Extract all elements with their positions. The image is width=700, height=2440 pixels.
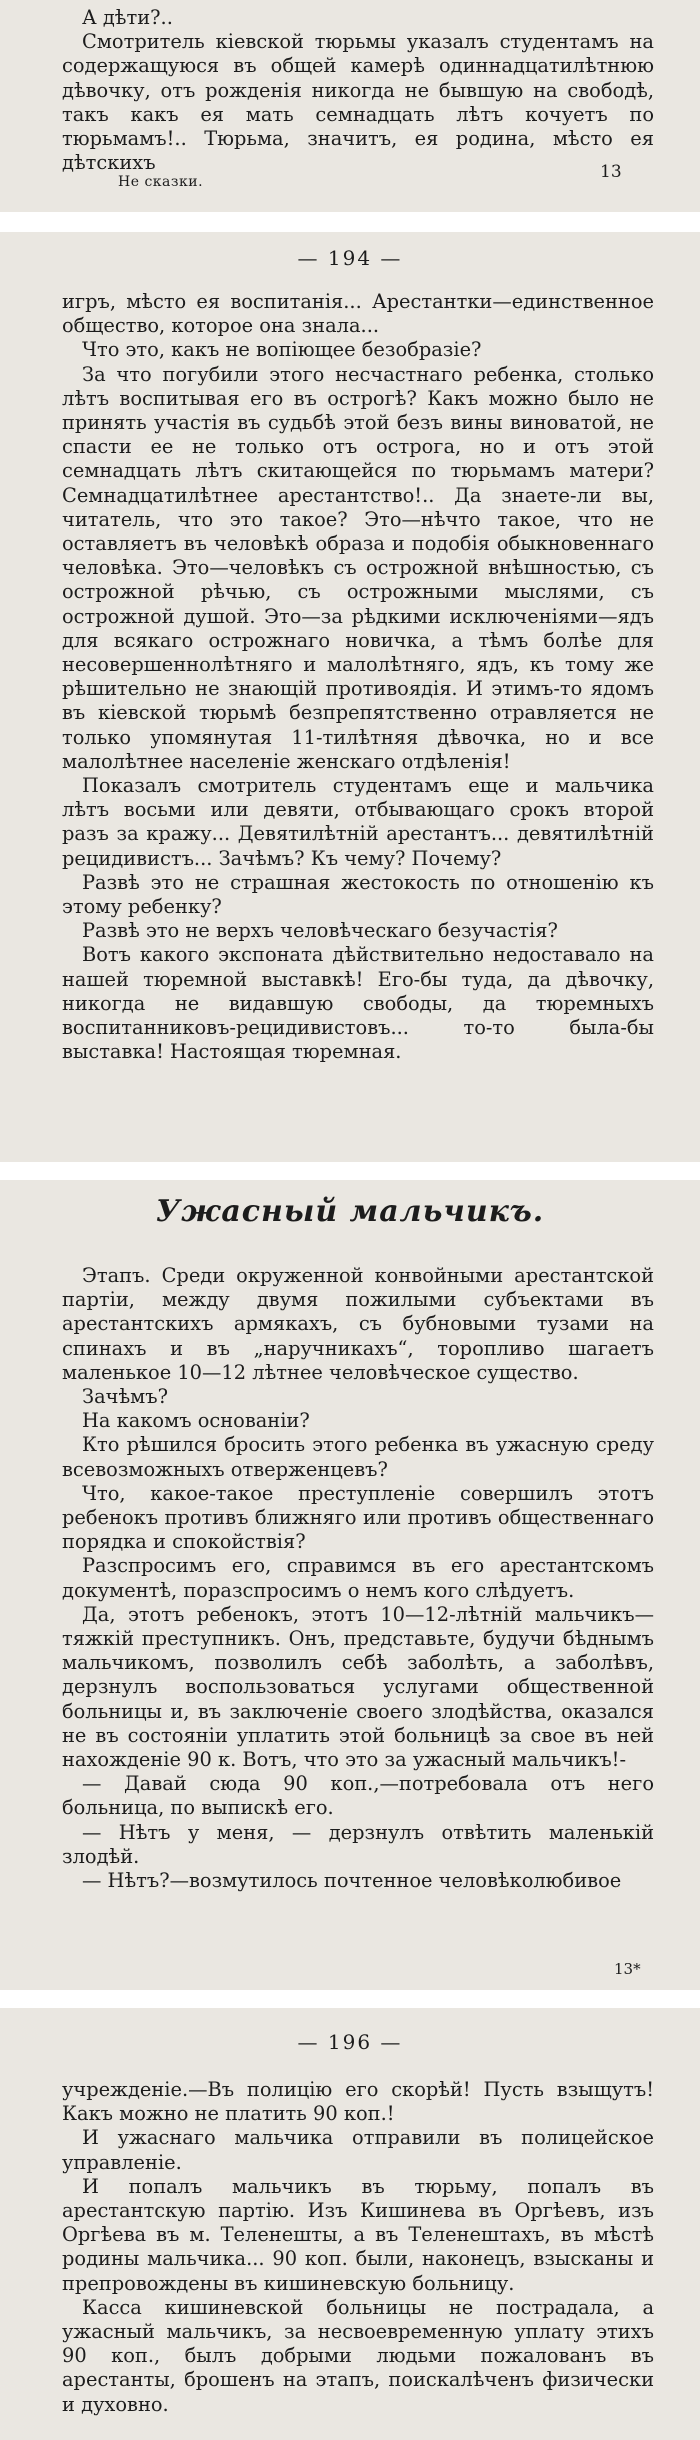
paragraph: игръ, мѣсто ея воспитанія... Арестантки—единственное общество, которое она знала... [62, 290, 654, 338]
page-text [62, 1264, 654, 1893]
paragraph: — Нѣтъ?—возмутилось почтенное человѣколюбивое [82, 1869, 622, 1893]
paragraph: И ужаснаго мальчика отправили въ полицейское управленіе. [62, 2126, 654, 2174]
paragraph: — Нѣтъ у меня, — дерзнулъ отвѣтить маленькій злодѣй. [62, 1820, 654, 1868]
page-fragment-193 [0, 0, 700, 212]
paragraph: Зачѣмъ? [82, 1385, 168, 1409]
page-text [62, 6, 654, 175]
paragraph: учрежденіе.—Въ полицію его скорѣй! Пусть взыщутъ! Какъ можно не платить 90 коп.! [62, 2078, 654, 2126]
paragraph: Кто рѣшился бросить этого ребенка въ ужасную среду всевозможныхъ отверженцевъ? [62, 1433, 654, 1481]
paragraph: Да, этотъ ребенокъ, этотъ 10—12-лѣтній мальчикъ—тяжкій преступникъ. Онъ, представьте, будучи бѣднымъ мальчикомъ, позволилъ себѣ заболѣть, а заболѣвъ, дерзнулъ воспользоваться услугами общественной больницы и, въ заключеніе своего злодѣйства, оказался не въ состояніи уплатить этой больницѣ за свое въ ней нахожденіе 90 к. Вотъ, что это за ужасный мальчикъ!- [62, 1602, 654, 1772]
paragraph: Развѣ это не страшная жестокость по отношенію къ этому ребенку? [62, 870, 654, 919]
page-text [62, 2078, 654, 2417]
paragraph: А дѣти?.. [82, 6, 173, 29]
paragraph: Смотритель кіевской тюрьмы указалъ студентамъ на содержащуюся въ общей камерѣ одиннадцатилѣтнюю дѣвочку, отъ рожденія никогда не бывшую на свободѣ, такъ какъ ея мать семнадцать лѣтъ кочуетъ по тюрьмамъ!.. Тюрьма, значитъ, ея родина, мѣсто ея дѣтскихъ [62, 30, 654, 175]
paragraph: Вотъ какого экспоната дѣйствительно недоставало на нашей тюремной выставкѣ! Его-бы туда, да дѣвочку, никогда не видавшую свободы, да тюремныхъ воспитанниковъ-рецидивистовъ... то-то была-бы выставка! Настоящая тюремная. [62, 943, 654, 1064]
chapter-title: Ужасный мальчикъ. [155, 1194, 545, 1229]
running-footer: Не сказки. [118, 174, 204, 190]
paragraph: Этапъ. Среди окруженной конвойными арестантской партіи, между двумя пожилыми субъектами въ арестантскихъ армякахъ, съ бубновыми тузами на спинахъ и въ „наручникахъ“, торопливо шагаетъ маленькое 10—12 лѣтнее человѣческое существо. [62, 1264, 654, 1384]
page-194 [0, 232, 700, 1162]
paragraph: Касса кишиневской больницы не пострадала, а ужасный мальчикъ, за несвоевременную уплату этихъ 90 коп., былъ добрыми людьми пожалованъ въ арестанты, брошенъ на этапъ, поискалѣченъ физически и духовно. [62, 2295, 654, 2416]
page-text [62, 290, 654, 1065]
paragraph: Что, какое-такое преступленіе совершилъ этотъ ребенокъ противъ ближняго или противъ общественнаго порядка и спокойствія? [62, 1481, 654, 1554]
paragraph: Развѣ это не верхъ человѣческаго безучастія? [82, 919, 558, 943]
signature-mark: 13 [600, 162, 622, 182]
paragraph: Показалъ смотритель студентамъ еще и мальчика лѣтъ восьми или девяти, отбывающаго срокъ второй разъ за кражу... Девятилѣтній арестантъ... девятилѣтній рецидивистъ... Зачѣмъ? Къ чему? Почему? [62, 774, 654, 870]
page-number: — 194 — [297, 246, 403, 270]
paragraph: Разспросимъ его, справимся въ его арестантскомъ документѣ, поразспросимъ о немъ кого слѣдуетъ. [62, 1554, 654, 1602]
paragraph: И попалъ мальчикъ въ тюрьму, попалъ въ арестантскую партію. Изъ Кишинева въ Оргѣевъ, изъ Оргѣева въ м. Теленешты, а въ Теленештахъ, въ мѣстѣ родины мальчика... 90 коп. были, наконецъ, взысканы и препровождены въ кишиневскую больницу. [62, 2174, 654, 2295]
paragraph: Что это, какъ не вопіющее безобразіе? [82, 338, 482, 362]
page-number: — 196 — [297, 2030, 403, 2054]
page-196 [0, 2008, 700, 2440]
paragraph: — Давай сюда 90 коп.,—потребовала отъ него больница, по выпискѣ его. [62, 1772, 654, 1820]
paragraph: На какомъ основаніи? [82, 1409, 310, 1433]
signature-mark: 13* [614, 1960, 641, 1978]
paragraph: За что погубили этого несчастнаго ребенка, столько лѣтъ воспитывая его въ острогѣ? Какъ можно было не принять участія въ судьбѣ этой безъ вины виноватой, не спасти ее не только отъ острога, но и отъ этой семнадцать лѣтъ скитающейся по тюрьмамъ матери? Семнадцатилѣтнее арестантство!.. Да знаете-ли вы, читатель, что это такое? Это—нѣчто такое, что не оставляетъ въ человѣкѣ образа и подобія обыкновеннаго человѣка. Это—человѣкъ съ острожной внѣшностью, съ острожной рѣчью, съ острожными мыслями, съ острожной душой. Это—за рѣдкими исключеніями—ядъ для всякаго острожнаго новичка, а тѣмъ болѣе для несовершеннолѣтняго и малолѣтняго, ядъ, къ тому же рѣшительно не знающій противоядія. И этимъ-то ядомъ въ кіевской тюрьмѣ безпрепятственно отравляется не только упомянутая 11-тилѣтняя дѣвочка, но и все малолѣтнее населеніе женскаго отдѣленія! [62, 362, 654, 773]
page-195 [0, 1180, 700, 1990]
